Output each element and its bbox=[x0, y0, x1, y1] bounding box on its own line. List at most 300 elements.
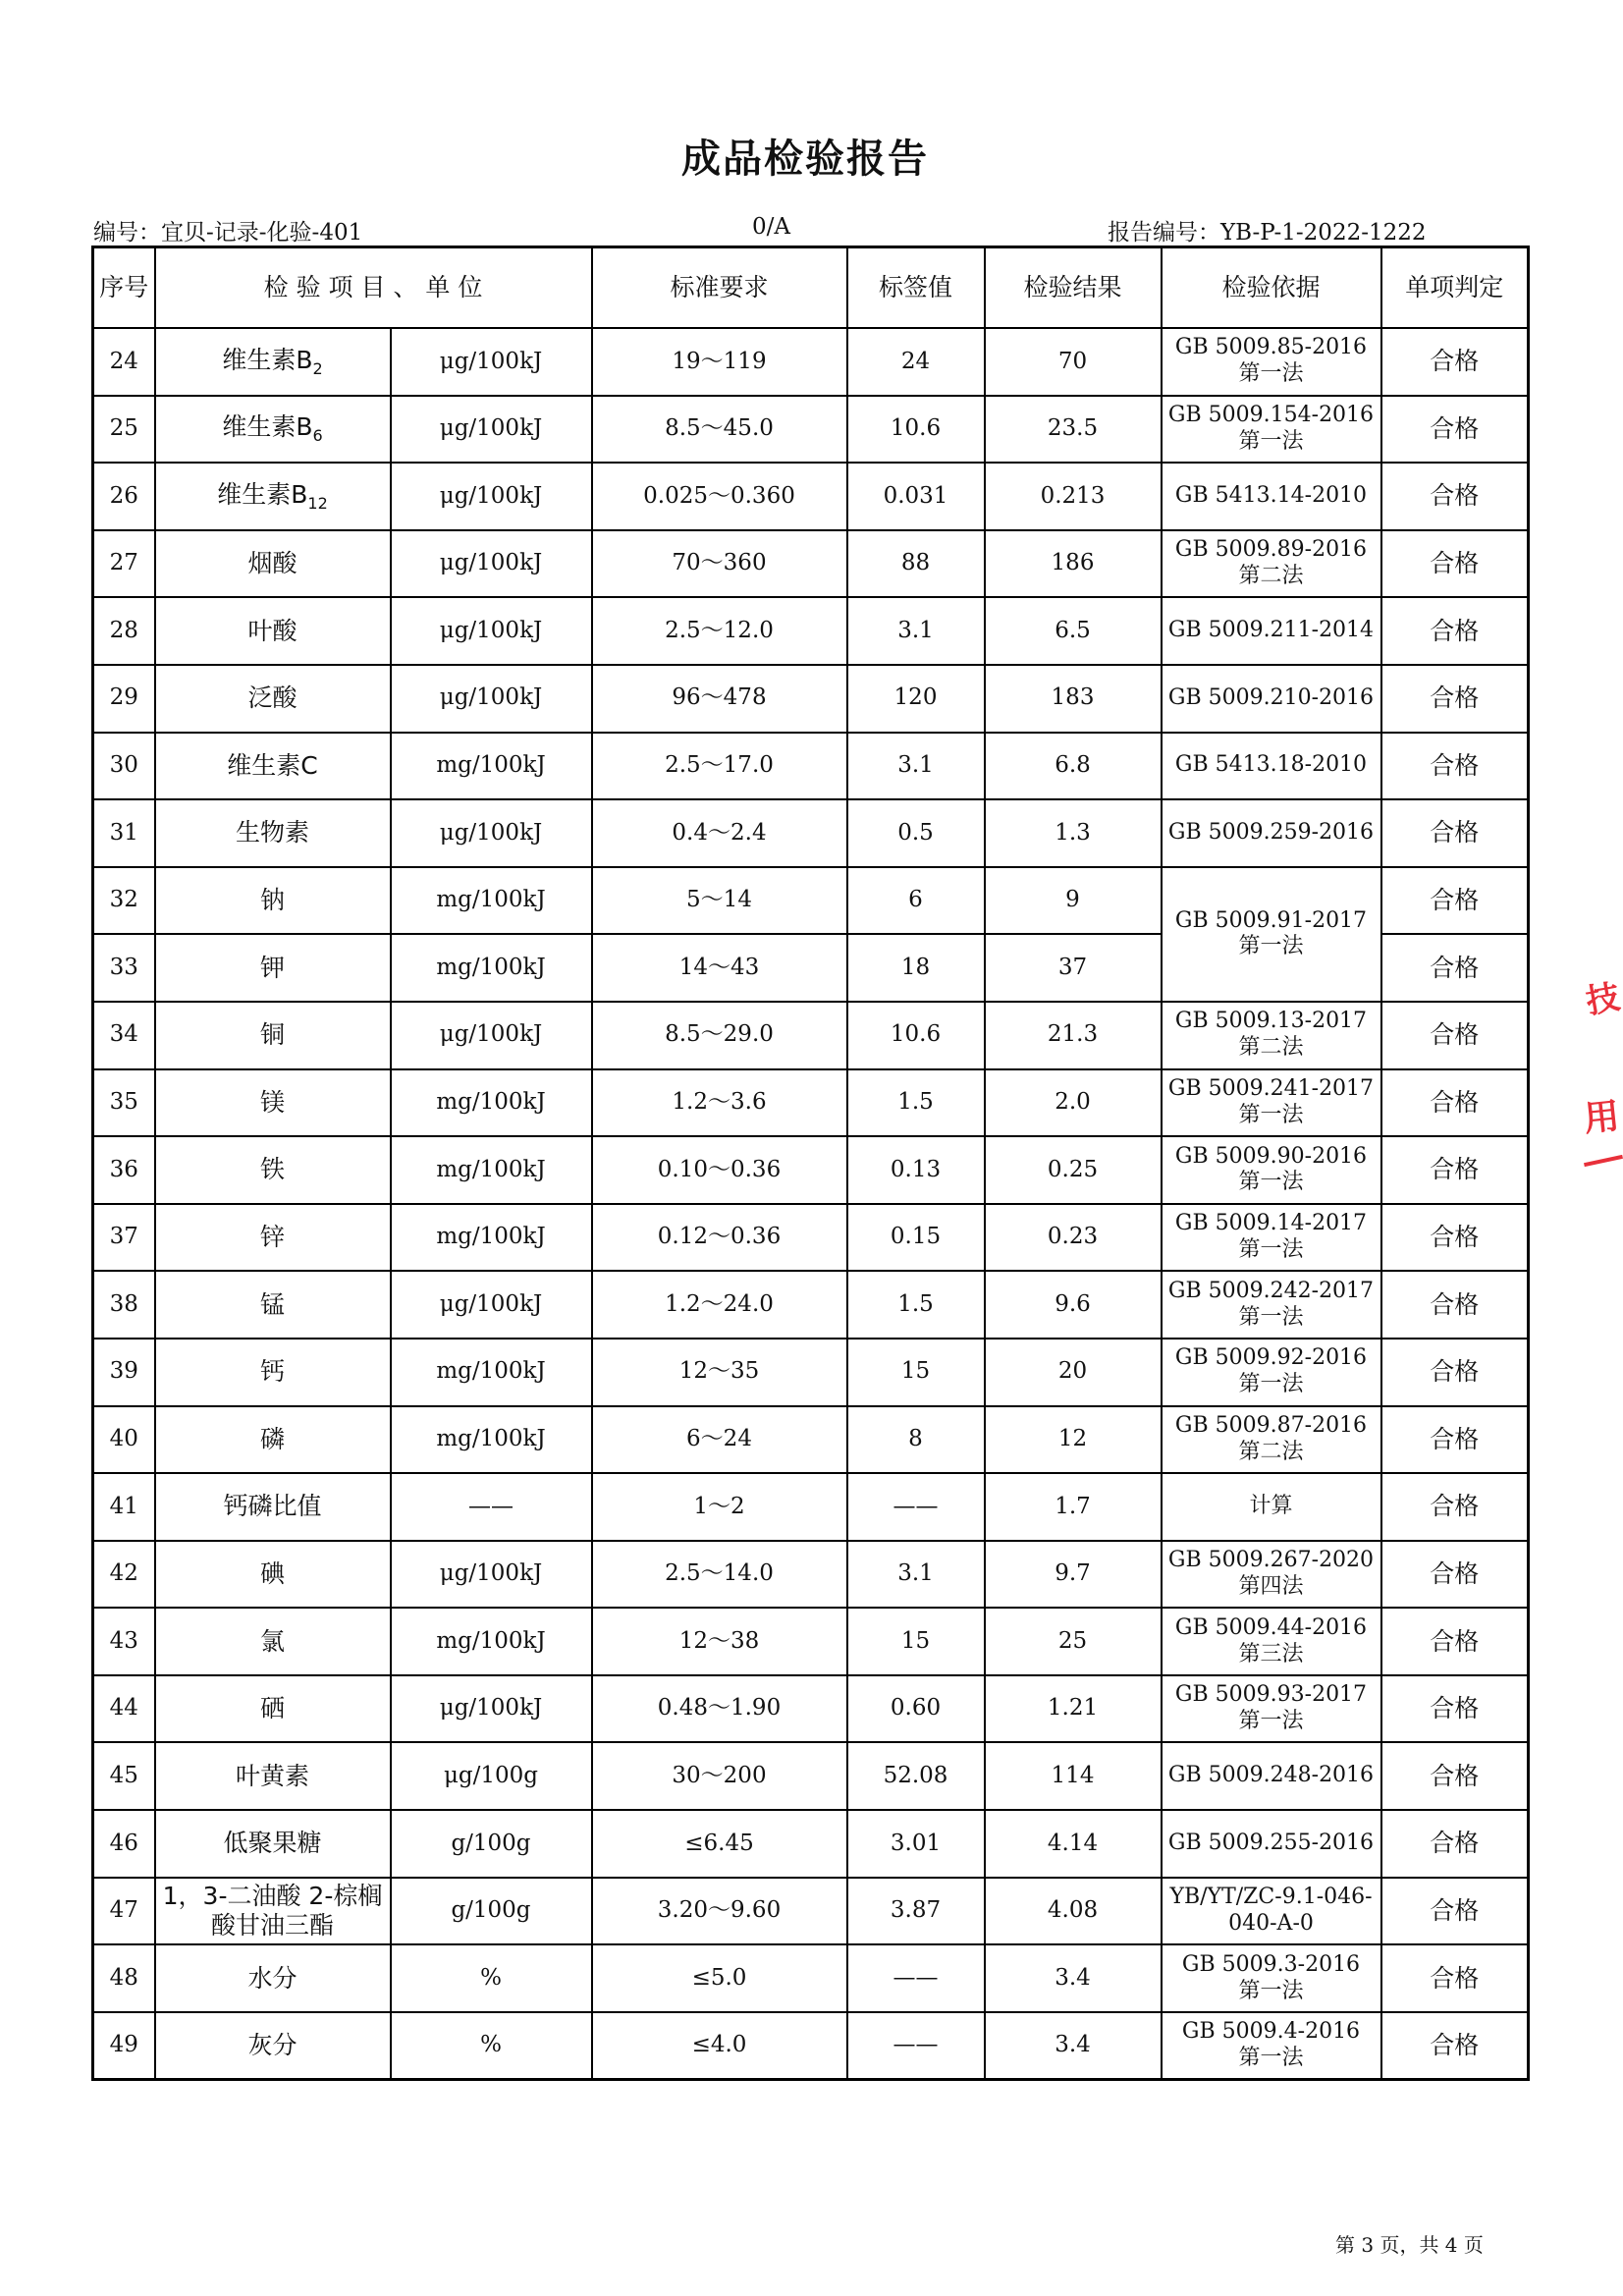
col-header-item: 检 验 项 目 、 单 位 bbox=[155, 247, 592, 329]
table-row bbox=[93, 1675, 1529, 1743]
standard-requirement: ≤6.45 bbox=[592, 1810, 847, 1878]
standard-requirement: 70～360 bbox=[592, 530, 847, 598]
row-number: 47 bbox=[93, 1878, 155, 1945]
row-number: 48 bbox=[93, 1944, 155, 2012]
label-value: 24 bbox=[847, 328, 985, 396]
table-row bbox=[93, 733, 1529, 800]
item-name-text: 水分 bbox=[247, 1963, 298, 1993]
item-name-text: 钾 bbox=[259, 953, 285, 982]
judgement: 合格 bbox=[1381, 1810, 1529, 1878]
row-number: 27 bbox=[93, 530, 155, 598]
item-unit: μg/100kJ bbox=[391, 1675, 592, 1743]
test-result: 183 bbox=[985, 665, 1162, 733]
test-result: 3.4 bbox=[985, 2012, 1162, 2080]
row-number: 39 bbox=[93, 1339, 155, 1406]
label-value: 15 bbox=[847, 1339, 985, 1406]
test-basis-line: GB 5009.89-2016 bbox=[1174, 537, 1368, 563]
table-row bbox=[93, 1810, 1529, 1878]
label-value: —— bbox=[847, 1473, 985, 1541]
item-name bbox=[155, 1944, 391, 2012]
table-row bbox=[93, 396, 1529, 464]
test-basis-line: GB 5009.85-2016 bbox=[1174, 335, 1368, 360]
item-name-text: 镁 bbox=[259, 1087, 285, 1117]
test-result: 1.7 bbox=[985, 1473, 1162, 1541]
item-unit: μg/100kJ bbox=[391, 396, 592, 464]
item-name bbox=[155, 1271, 391, 1339]
test-result: 9 bbox=[985, 867, 1162, 935]
item-name-text: 钙磷比值 bbox=[223, 1492, 322, 1521]
item-name-text: 铁 bbox=[259, 1155, 285, 1184]
judgement: 合格 bbox=[1381, 1878, 1529, 1945]
item-name bbox=[155, 530, 391, 598]
standard-requirement: 3.20～9.60 bbox=[592, 1878, 847, 1945]
test-basis bbox=[1162, 530, 1381, 598]
test-basis bbox=[1162, 1810, 1381, 1878]
item-name-text: 叶酸 bbox=[247, 616, 298, 645]
item-unit: μg/100kJ bbox=[391, 530, 592, 598]
label-value: 0.031 bbox=[847, 463, 985, 530]
standard-requirement: 8.5～29.0 bbox=[592, 1002, 847, 1069]
standard-requirement: 12～38 bbox=[592, 1608, 847, 1675]
item-unit: μg/100kJ bbox=[391, 1002, 592, 1069]
table-row bbox=[93, 665, 1529, 733]
test-basis-line: GB 5009.4-2016 bbox=[1181, 2019, 1361, 2045]
red-stamp-char-2: 用 bbox=[1582, 1096, 1622, 1140]
test-basis-line: GB 5009.267-2020 bbox=[1167, 1548, 1375, 1573]
test-basis bbox=[1162, 867, 1381, 1002]
label-value: 52.08 bbox=[847, 1742, 985, 1810]
judgement: 合格 bbox=[1381, 1271, 1529, 1339]
item-name bbox=[155, 1473, 391, 1541]
test-basis-line: 第三法 bbox=[1238, 1641, 1304, 1667]
test-result: 0.213 bbox=[985, 463, 1162, 530]
item-name-text: 磷 bbox=[259, 1424, 285, 1453]
item-unit: μg/100g bbox=[391, 1742, 592, 1810]
standard-requirement: 8.5～45.0 bbox=[592, 396, 847, 464]
test-basis-line: 第四法 bbox=[1238, 1573, 1304, 1599]
item-name-text: 泛酸 bbox=[247, 683, 298, 713]
standard-requirement: 0.4～2.4 bbox=[592, 799, 847, 867]
report-number: 报告编号：YB-P-1-2022-1222 bbox=[1108, 220, 1427, 246]
standard-requirement: 12～35 bbox=[592, 1339, 847, 1406]
col-header-label: 标签值 bbox=[847, 247, 985, 329]
judgement: 合格 bbox=[1381, 665, 1529, 733]
test-basis bbox=[1162, 1608, 1381, 1675]
test-basis-line: 计算 bbox=[1249, 1493, 1293, 1518]
test-basis-line: 第一法 bbox=[1238, 2046, 1304, 2071]
item-name bbox=[155, 1742, 391, 1810]
row-number: 40 bbox=[93, 1406, 155, 1474]
judgement: 合格 bbox=[1381, 1069, 1529, 1137]
test-result: 0.25 bbox=[985, 1136, 1162, 1204]
label-value: 1.5 bbox=[847, 1271, 985, 1339]
inspection-table bbox=[91, 246, 1530, 2081]
judgement: 合格 bbox=[1381, 867, 1529, 935]
table-row bbox=[93, 1608, 1529, 1675]
test-basis-line: 第一法 bbox=[1238, 428, 1304, 454]
item-subscript: 12 bbox=[307, 493, 328, 513]
item-name bbox=[155, 1204, 391, 1272]
test-basis-line: 第一法 bbox=[1238, 1237, 1304, 1263]
item-name-text: 维生素C bbox=[227, 750, 318, 780]
item-name bbox=[155, 396, 391, 464]
test-basis-line: 第一法 bbox=[1238, 1304, 1304, 1330]
judgement: 合格 bbox=[1381, 1339, 1529, 1406]
table-row bbox=[93, 1944, 1529, 2012]
row-number: 42 bbox=[93, 1541, 155, 1609]
item-name-text: 氯 bbox=[259, 1626, 285, 1656]
test-basis bbox=[1162, 1406, 1381, 1474]
item-unit: % bbox=[391, 1944, 592, 2012]
table-row bbox=[93, 328, 1529, 396]
table-row bbox=[93, 1742, 1529, 1810]
item-name bbox=[155, 1002, 391, 1069]
label-value: —— bbox=[847, 2012, 985, 2080]
standard-requirement: 6～24 bbox=[592, 1406, 847, 1474]
standard-requirement: ≤4.0 bbox=[592, 2012, 847, 2080]
test-basis-line: GB 5009.44-2016 bbox=[1174, 1614, 1368, 1640]
table-row bbox=[93, 1406, 1529, 1474]
item-name-text: 锰 bbox=[259, 1289, 285, 1319]
test-basis-line: GB 5009.91-2017 bbox=[1174, 907, 1368, 933]
test-basis bbox=[1162, 1069, 1381, 1137]
item-name-text: 维生素B bbox=[222, 345, 313, 374]
standard-requirement: 1～2 bbox=[592, 1473, 847, 1541]
item-unit: mg/100kJ bbox=[391, 1069, 592, 1137]
row-number: 44 bbox=[93, 1675, 155, 1743]
item-name bbox=[155, 1136, 391, 1204]
item-name bbox=[155, 934, 391, 1002]
item-unit: μg/100kJ bbox=[391, 1271, 592, 1339]
row-number: 31 bbox=[93, 799, 155, 867]
item-name bbox=[155, 1675, 391, 1743]
row-number: 45 bbox=[93, 1742, 155, 1810]
item-unit: % bbox=[391, 2012, 592, 2080]
test-basis bbox=[1162, 597, 1381, 665]
standard-requirement: 96～478 bbox=[592, 665, 847, 733]
test-result: 0.23 bbox=[985, 1204, 1162, 1272]
page-title: 成品检验报告 bbox=[681, 137, 929, 182]
item-name bbox=[155, 1406, 391, 1474]
standard-requirement: 14～43 bbox=[592, 934, 847, 1002]
judgement: 合格 bbox=[1381, 1675, 1529, 1743]
test-basis-line: 第一法 bbox=[1238, 1102, 1304, 1127]
item-name bbox=[155, 1339, 391, 1406]
item-name-text: 维生素B bbox=[222, 412, 313, 442]
item-unit: μg/100kJ bbox=[391, 597, 592, 665]
table-row bbox=[93, 2012, 1529, 2080]
test-basis-line: GB 5009.241-2017 bbox=[1167, 1076, 1375, 1101]
judgement: 合格 bbox=[1381, 463, 1529, 530]
label-value: 10.6 bbox=[847, 396, 985, 464]
test-result: 1.21 bbox=[985, 1675, 1162, 1743]
test-basis bbox=[1162, 1339, 1381, 1406]
test-basis-line: GB 5009.210-2016 bbox=[1167, 684, 1375, 710]
page-footer: 第 3 页，共 4 页 bbox=[1335, 2233, 1484, 2257]
label-value: 18 bbox=[847, 934, 985, 1002]
test-basis-line: 第二法 bbox=[1238, 564, 1304, 589]
test-basis-line: 第一法 bbox=[1238, 1978, 1304, 2003]
row-number: 25 bbox=[93, 396, 155, 464]
test-basis-line: 第二法 bbox=[1238, 1439, 1304, 1464]
test-result: 4.08 bbox=[985, 1878, 1162, 1945]
test-basis-line: GB 5009.93-2017 bbox=[1174, 1682, 1368, 1708]
judgement: 合格 bbox=[1381, 1742, 1529, 1810]
test-basis bbox=[1162, 328, 1381, 396]
row-number: 26 bbox=[93, 463, 155, 530]
test-result: 20 bbox=[985, 1339, 1162, 1406]
test-basis-line: YB/YT/ZC-9.1-046- bbox=[1169, 1885, 1373, 1910]
table-body bbox=[93, 328, 1529, 2080]
col-header-basis: 检验依据 bbox=[1162, 247, 1381, 329]
table-row bbox=[93, 530, 1529, 598]
item-name bbox=[155, 867, 391, 935]
table-row bbox=[93, 1136, 1529, 1204]
test-basis-line: GB 5009.92-2016 bbox=[1174, 1345, 1368, 1371]
standard-requirement: 19～119 bbox=[592, 328, 847, 396]
test-basis bbox=[1162, 1204, 1381, 1272]
test-basis-line: GB 5009.242-2017 bbox=[1167, 1278, 1375, 1303]
item-unit: mg/100kJ bbox=[391, 1204, 592, 1272]
item-unit: mg/100kJ bbox=[391, 1608, 592, 1675]
judgement: 合格 bbox=[1381, 396, 1529, 464]
col-header-standard: 标准要求 bbox=[592, 247, 847, 329]
test-basis-line: 第一法 bbox=[1238, 1170, 1304, 1195]
item-unit: μg/100kJ bbox=[391, 328, 592, 396]
row-number: 29 bbox=[93, 665, 155, 733]
col-header-judgement: 单项判定 bbox=[1381, 247, 1529, 329]
item-name-text: 铜 bbox=[259, 1020, 285, 1050]
table-row bbox=[93, 463, 1529, 530]
judgement: 合格 bbox=[1381, 1204, 1529, 1272]
judgement: 合格 bbox=[1381, 530, 1529, 598]
item-name bbox=[155, 2012, 391, 2080]
label-value: 1.5 bbox=[847, 1069, 985, 1137]
judgement: 合格 bbox=[1381, 799, 1529, 867]
table-header-row bbox=[93, 247, 1529, 329]
test-basis-line: 040-A-0 bbox=[1228, 1910, 1314, 1936]
row-number: 30 bbox=[93, 733, 155, 800]
test-basis bbox=[1162, 665, 1381, 733]
row-number: 43 bbox=[93, 1608, 155, 1675]
judgement: 合格 bbox=[1381, 1541, 1529, 1609]
test-basis bbox=[1162, 1742, 1381, 1810]
table-row bbox=[93, 867, 1529, 935]
item-name-text: 烟酸 bbox=[247, 549, 298, 578]
test-basis-line: GB 5009.259-2016 bbox=[1167, 820, 1375, 846]
standard-requirement: 30～200 bbox=[592, 1742, 847, 1810]
test-basis-line: GB 5009.87-2016 bbox=[1174, 1412, 1368, 1438]
red-stamp-char-1: 技 bbox=[1583, 977, 1623, 1022]
test-basis bbox=[1162, 1136, 1381, 1204]
test-basis-line: GB 5009.13-2017 bbox=[1174, 1009, 1368, 1034]
test-result: 4.14 bbox=[985, 1810, 1162, 1878]
item-name bbox=[155, 799, 391, 867]
test-result: 70 bbox=[985, 328, 1162, 396]
label-value: —— bbox=[847, 1944, 985, 2012]
table-row bbox=[93, 1541, 1529, 1609]
label-value: 0.13 bbox=[847, 1136, 985, 1204]
row-number: 24 bbox=[93, 328, 155, 396]
standard-requirement: 1.2～24.0 bbox=[592, 1271, 847, 1339]
standard-requirement: 2.5～14.0 bbox=[592, 1541, 847, 1609]
table-row bbox=[93, 1878, 1529, 1945]
item-name-text: 维生素B bbox=[217, 479, 308, 509]
test-result: 1.3 bbox=[985, 799, 1162, 867]
item-unit: —— bbox=[391, 1473, 592, 1541]
test-basis-line: 第一法 bbox=[1238, 1709, 1304, 1734]
judgement: 合格 bbox=[1381, 1473, 1529, 1541]
item-name bbox=[155, 463, 391, 530]
label-value: 10.6 bbox=[847, 1002, 985, 1069]
item-name-text: 钙 bbox=[259, 1357, 285, 1387]
row-number: 46 bbox=[93, 1810, 155, 1878]
table-row bbox=[93, 1473, 1529, 1541]
judgement: 合格 bbox=[1381, 733, 1529, 800]
row-number: 36 bbox=[93, 1136, 155, 1204]
item-name bbox=[155, 665, 391, 733]
doc-version: 0/A bbox=[752, 214, 790, 240]
label-value: 3.1 bbox=[847, 733, 985, 800]
label-value: 120 bbox=[847, 665, 985, 733]
label-value: 0.15 bbox=[847, 1204, 985, 1272]
test-basis bbox=[1162, 1473, 1381, 1541]
item-name-text: 锌 bbox=[259, 1223, 285, 1252]
test-result: 9.6 bbox=[985, 1271, 1162, 1339]
table-row bbox=[93, 1069, 1529, 1137]
row-number: 41 bbox=[93, 1473, 155, 1541]
standard-requirement: 0.12～0.36 bbox=[592, 1204, 847, 1272]
col-header-result: 检验结果 bbox=[985, 247, 1162, 329]
item-name bbox=[155, 328, 391, 396]
item-unit: μg/100kJ bbox=[391, 799, 592, 867]
test-basis bbox=[1162, 1541, 1381, 1609]
item-name bbox=[155, 597, 391, 665]
label-value: 6 bbox=[847, 867, 985, 935]
test-result: 2.0 bbox=[985, 1069, 1162, 1137]
standard-requirement: 1.2～3.6 bbox=[592, 1069, 847, 1137]
test-basis bbox=[1162, 396, 1381, 464]
standard-requirement: 0.10～0.36 bbox=[592, 1136, 847, 1204]
item-name bbox=[155, 1608, 391, 1675]
standard-requirement: 2.5～17.0 bbox=[592, 733, 847, 800]
item-name bbox=[155, 1069, 391, 1137]
row-number: 35 bbox=[93, 1069, 155, 1137]
test-basis-line: GB 5009.3-2016 bbox=[1181, 1951, 1361, 1977]
test-basis-line: GB 5009.255-2016 bbox=[1167, 1830, 1375, 1855]
item-name bbox=[155, 1878, 391, 1945]
test-basis bbox=[1162, 1675, 1381, 1743]
test-result: 25 bbox=[985, 1608, 1162, 1675]
standard-requirement: ≤5.0 bbox=[592, 1944, 847, 2012]
test-basis-line: 第一法 bbox=[1238, 361, 1304, 387]
test-basis-line: GB 5009.154-2016 bbox=[1167, 403, 1375, 428]
test-basis-line: 第二法 bbox=[1238, 1035, 1304, 1061]
col-header-no: 序号 bbox=[93, 247, 155, 329]
test-basis bbox=[1162, 1944, 1381, 2012]
item-unit: mg/100kJ bbox=[391, 733, 592, 800]
label-value: 3.01 bbox=[847, 1810, 985, 1878]
item-unit: μg/100kJ bbox=[391, 463, 592, 530]
row-number: 32 bbox=[93, 867, 155, 935]
table-row bbox=[93, 1271, 1529, 1339]
row-number: 37 bbox=[93, 1204, 155, 1272]
test-basis-line: GB 5009.14-2017 bbox=[1174, 1211, 1368, 1236]
test-basis-line: GB 5009.248-2016 bbox=[1167, 1763, 1375, 1788]
item-name-text: 碘 bbox=[259, 1558, 285, 1588]
item-unit: mg/100kJ bbox=[391, 1136, 592, 1204]
test-result: 6.5 bbox=[985, 597, 1162, 665]
item-unit: mg/100kJ bbox=[391, 867, 592, 935]
label-value: 3.1 bbox=[847, 1541, 985, 1609]
test-basis-line: GB 5413.14-2010 bbox=[1174, 483, 1368, 509]
test-result: 3.4 bbox=[985, 1944, 1162, 2012]
item-name-text: 叶黄素 bbox=[235, 1761, 309, 1790]
judgement: 合格 bbox=[1381, 597, 1529, 665]
item-name-text: 低聚果糖 bbox=[223, 1829, 322, 1858]
item-unit: mg/100kJ bbox=[391, 1339, 592, 1406]
test-result: 21.3 bbox=[985, 1002, 1162, 1069]
test-result: 6.8 bbox=[985, 733, 1162, 800]
test-basis bbox=[1162, 799, 1381, 867]
test-basis-line: 第一法 bbox=[1238, 1372, 1304, 1397]
judgement: 合格 bbox=[1381, 1136, 1529, 1204]
table-row bbox=[93, 1002, 1529, 1069]
item-unit: g/100g bbox=[391, 1810, 592, 1878]
standard-requirement: 0.48～1.90 bbox=[592, 1675, 847, 1743]
judgement: 合格 bbox=[1381, 1608, 1529, 1675]
label-value: 88 bbox=[847, 530, 985, 598]
item-unit: mg/100kJ bbox=[391, 934, 592, 1002]
test-basis bbox=[1162, 463, 1381, 530]
doc-number: 编号：宜贝-记录-化验-401 bbox=[93, 220, 363, 246]
test-basis-line: GB 5009.211-2014 bbox=[1167, 618, 1375, 643]
judgement: 合格 bbox=[1381, 934, 1529, 1002]
test-basis bbox=[1162, 1002, 1381, 1069]
item-name bbox=[155, 733, 391, 800]
standard-requirement: 2.5～12.0 bbox=[592, 597, 847, 665]
judgement: 合格 bbox=[1381, 1406, 1529, 1474]
item-name bbox=[155, 1541, 391, 1609]
item-unit: μg/100kJ bbox=[391, 665, 592, 733]
table-row bbox=[93, 1204, 1529, 1272]
label-value: 3.87 bbox=[847, 1878, 985, 1945]
standard-requirement: 5～14 bbox=[592, 867, 847, 935]
item-name-text: 生物素 bbox=[235, 818, 309, 847]
label-value: 15 bbox=[847, 1608, 985, 1675]
red-stamp-mark bbox=[1584, 1155, 1623, 1167]
item-name-text: 灰分 bbox=[247, 2031, 298, 2060]
row-number: 33 bbox=[93, 934, 155, 1002]
table-row bbox=[93, 597, 1529, 665]
judgement: 合格 bbox=[1381, 1944, 1529, 2012]
test-result: 114 bbox=[985, 1742, 1162, 1810]
test-result: 37 bbox=[985, 934, 1162, 1002]
test-basis-line: GB 5009.90-2016 bbox=[1174, 1143, 1368, 1169]
item-name bbox=[155, 1810, 391, 1878]
row-number: 28 bbox=[93, 597, 155, 665]
table-row bbox=[93, 799, 1529, 867]
test-basis bbox=[1162, 1271, 1381, 1339]
item-name-text: 硒 bbox=[259, 1694, 285, 1723]
label-value: 0.5 bbox=[847, 799, 985, 867]
label-value: 0.60 bbox=[847, 1675, 985, 1743]
item-unit: g/100g bbox=[391, 1878, 592, 1945]
test-basis bbox=[1162, 733, 1381, 800]
item-subscript: 6 bbox=[312, 426, 323, 446]
item-subscript: 2 bbox=[312, 358, 323, 378]
test-result: 23.5 bbox=[985, 396, 1162, 464]
